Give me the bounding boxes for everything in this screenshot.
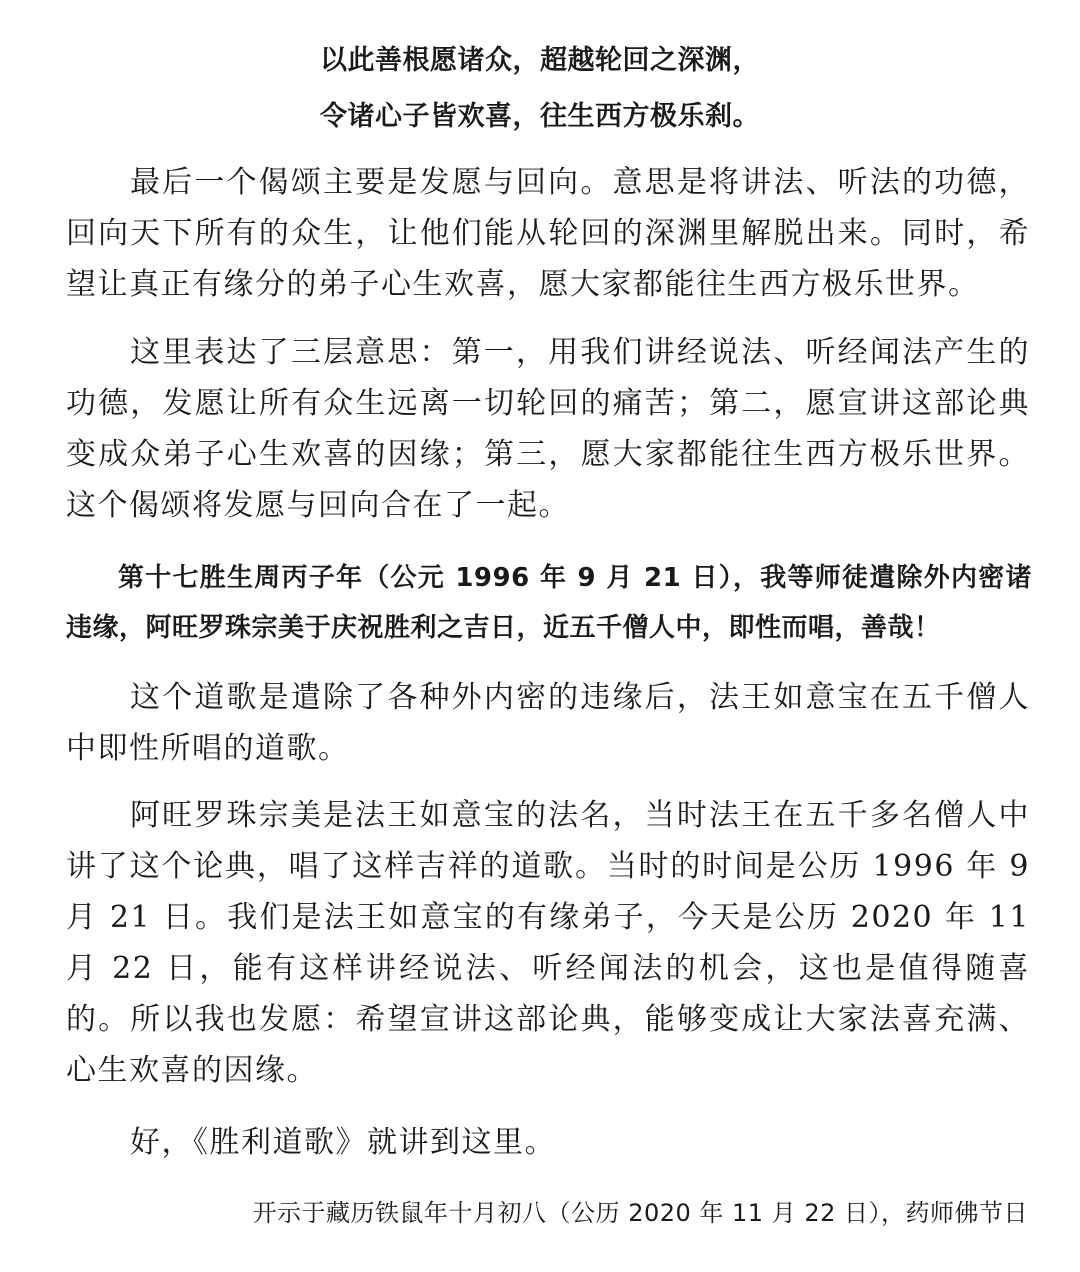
- verse-block: [0, 33, 1080, 145]
- commentary-paragraph-2: 这里表达了三层意思：第一，用我们讲经说法、听经闻法产生的功德，发愿让所有众生远离一切轮回的痛苦；第二，愿宣讲这部论典变成众弟子心生欢喜的因缘；第三，愿大家都能往生西方极乐世界。这个偈颂将发愿与回向合在了一起。: [66, 335, 1030, 523]
- commentary-paragraph-4: 阿旺罗珠宗美是法王如意宝的法名，当时法王在五千多名僧人中讲了这个论典，唱了这样吉祥的道歌。当时的时间是公历 1996 年 9 月 21 日。我们是法王如意宝的有缘弟子，今天是公历 2020 年 11 月 22 日，能有这样讲经说法、听经闻法的机会，这也是值得随喜的。所以我也发愿：希望宣讲这部论典，能够变成让大家法喜充满、心生欢喜的因缘。: [66, 798, 1030, 1088]
- verse-line-2: 令诸心子皆欢喜，往生西方极乐刹。: [320, 101, 760, 132]
- closing-line: 好，《胜利道歌》就讲到这里。: [130, 1125, 556, 1160]
- root-text-colophon: 第十七胜生周丙子年（公元 1996 年 9 月 21 日），我等师徒遣除外内密诸违缘，阿旺罗珠宗美于庆祝胜利之吉日，近五千僧人中，即性而唱，善哉！: [66, 563, 1032, 643]
- commentary-paragraph-1: 最后一个偈颂主要是发愿与回向。意思是将讲法、听法的功德，回向天下所有的众生，让他们能从轮回的深渊里解脱出来。同时，希望让真正有缘分的弟子心生欢喜，愿大家都能往生西方极乐世界。: [66, 165, 1030, 302]
- commentary-paragraph-3: 这个道歌是遣除了各种外内密的违缘后，法王如意宝在五千僧人中即性所唱的道歌。: [66, 680, 1030, 766]
- teaching-date-footer: 开示于藏历铁鼠年十月初八（公历 2020 年 11 月 22 日），药师佛节日: [252, 1199, 1028, 1227]
- verse-line-1: 以此善根愿诸众，超越轮回之深渊，: [320, 45, 760, 76]
